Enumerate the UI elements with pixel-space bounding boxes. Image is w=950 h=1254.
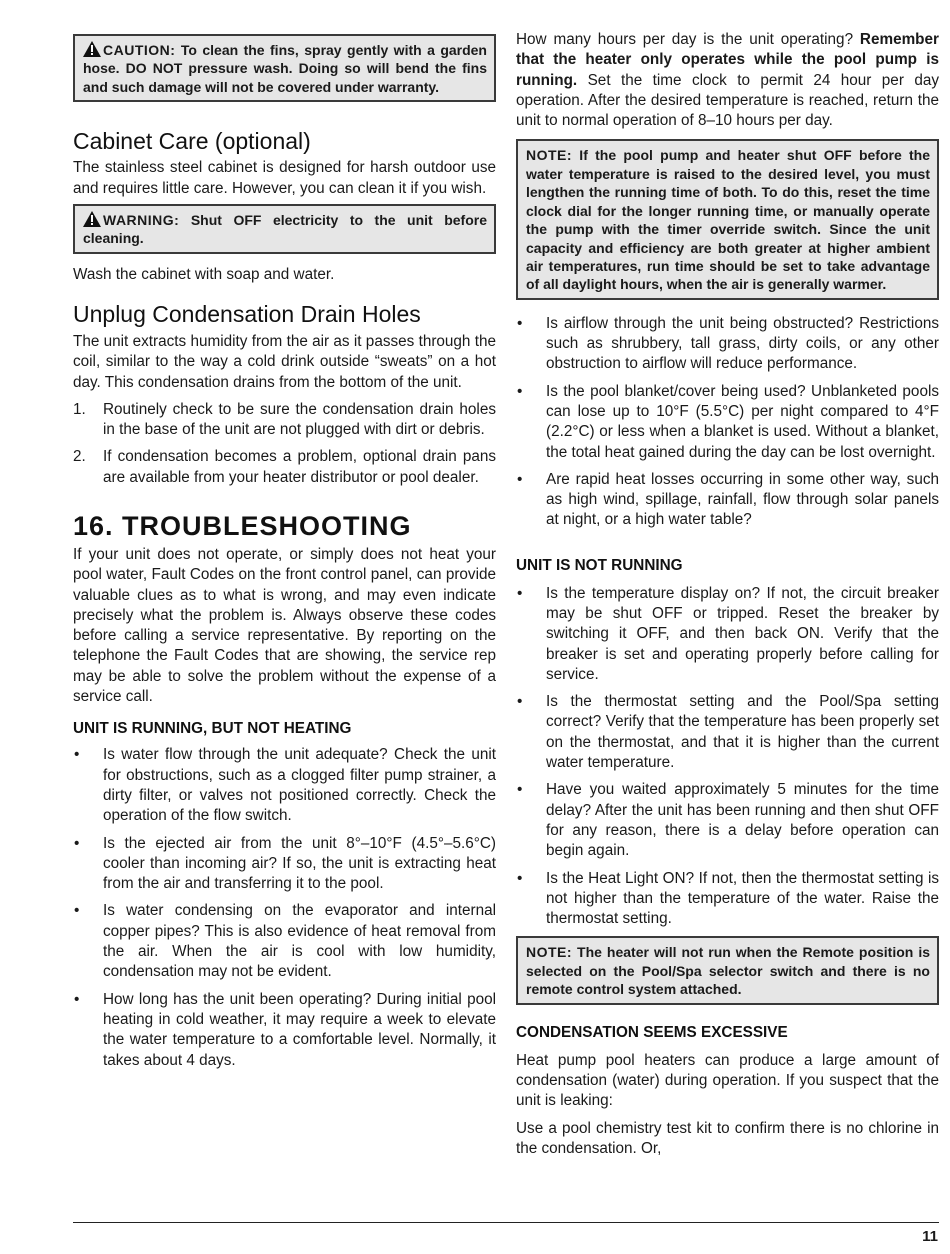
- condensation-text-2: Use a pool chemistry test kit to confirm there is no chlorine in the condensation. Or,: [516, 1119, 939, 1157]
- not-running-list: [516, 584, 939, 930]
- list-item: [516, 584, 939, 685]
- list-item: [516, 314, 939, 375]
- bullet: •: [517, 781, 523, 799]
- drain-heading: Unplug Condensation Drain Holes: [73, 300, 421, 327]
- item-text: Is the thermostat setting and the Pool/Spa setting correct? Verify that the temperature has been properly set on the thermostat, and that it is higher than the current water temperature.: [546, 693, 939, 772]
- running-heading: UNIT IS RUNNING, BUT NOT HEATING: [73, 720, 352, 738]
- cabinet-heading: Cabinet Care (optional): [73, 128, 311, 155]
- note-box-remote: [516, 936, 939, 1004]
- more-causes-list: [516, 314, 939, 531]
- footer-rule: [73, 1222, 939, 1223]
- step-text: Routinely check to be sure the condensation drain holes in the base of the unit are not plugged with dirt or debris.: [103, 400, 496, 439]
- not-running-heading: UNIT IS NOT RUNNING: [516, 556, 683, 574]
- warning-triangle-icon: [83, 41, 101, 57]
- item-text: Is the temperature display on? If not, the circuit breaker may be shut OFF or tripped. Reset the breaker by switching it OFF, and then back ON. Verify that the breaker is set and operating properly before calling for service.: [546, 584, 939, 683]
- caution-label: CAUTION:: [103, 42, 176, 58]
- bullet: •: [74, 990, 80, 1008]
- step-number: 2.: [73, 448, 86, 466]
- condensation-text: Heat pump pool heaters can produce a large amount of condensation (water) during operation. If you suspect that the unit is leaking:: [516, 1051, 939, 1110]
- list-item: [516, 869, 939, 930]
- section-intro: If your unit does not operate, or simply does not heat your pool water, Fault Codes on the front control panel, can provide valuable clues as to what is wrong, and may even indicate precisely what the problem is. Always observe these codes before calling a service representative. By reporting on the telephone the Fault Codes that are showing, the service rep may be able to solve the problem without the expense of a service call.: [73, 546, 496, 706]
- note-label: NOTE:: [526, 147, 573, 164]
- bullet: •: [74, 902, 80, 920]
- warning-triangle-icon: [83, 211, 101, 227]
- warning-label: WARNING:: [103, 211, 180, 228]
- running-list: [73, 745, 496, 1070]
- item-text: How long has the unit been operating? During initial pool heating in cold weather, it may require a week to elevate the water temperature to a comfortable level. Normally, it takes about 4 days.: [103, 990, 496, 1069]
- item-text: Is the Heat Light ON? If not, then the thermostat setting is not higher than the temperature of the water. Raise the thermostat setting.: [546, 869, 939, 928]
- hours-text-start: How many hours per day is the unit operating?: [516, 31, 860, 48]
- list-item: [73, 990, 496, 1071]
- drain-steps-list: [73, 400, 496, 488]
- warning-text: Shut OFF electricity to the unit before cleaning.: [83, 211, 487, 247]
- wash-text: Wash the cabinet with soap and water.: [73, 265, 335, 283]
- page-number: 11: [922, 1228, 938, 1245]
- bullet: •: [517, 382, 523, 400]
- section-title: 16. TROUBLESHOOTING: [73, 511, 412, 541]
- bullet: •: [517, 314, 523, 332]
- list-item: [516, 382, 939, 463]
- item-text: Is the pool blanket/cover being used? Unblanketed pools can lose up to 10°F (5.5°C) per night compared to 4°F (2.2°C) or less when a blanket is used. Without a blanket, the total heat gained during the day can be lost overnight.: [546, 382, 939, 461]
- condensation-heading: CONDENSATION SEEMS EXCESSIVE: [516, 1023, 788, 1041]
- item-text: Is water flow through the unit adequate? Check the unit for obstructions, such as a clogged filter pump strainer, a dirty filter, or valves not positioned correctly. Check the operation of the flow switch.: [103, 746, 496, 825]
- item-text: Is water condensing on the evaporator and internal copper pipes? This is also evidence of heat removal from the air. When the air is cool with low humidity, condensation may not be evident.: [103, 902, 496, 981]
- bullet: •: [517, 470, 523, 488]
- right-column: [516, 30, 939, 1159]
- left-column: [73, 30, 496, 1071]
- hours-paragraph: [516, 30, 939, 131]
- note-text: If the pool pump and heater shut OFF before the water temperature is raised to the desired level, you must lengthen the running time of both. To do this, reset the time clock dial for the longer running time, or manually operate the pump with the timer override switch. Since the unit capacity and efficiency are both greater at higher ambient air temperatures, run time should be set to take advantage of all daylight hours, when the air is generally warmer.: [526, 147, 930, 293]
- hours-text-end: Set the time clock to permit 24 hour per day operation. After the desired temperature is reached, return the unit to normal operation of 8–10 hours per day.: [516, 71, 939, 130]
- hours-text-bold: Remember that the heater only operates while the pool pump is running.: [516, 31, 939, 89]
- cabinet-text: The stainless steel cabinet is designed for harsh outdoor use and requires little care. However, you can clean it if you wish.: [73, 159, 496, 197]
- step-text: If condensation becomes a problem, optional drain pans are available from your heater distributor or pool dealer.: [103, 448, 496, 486]
- note-label: NOTE:: [526, 944, 573, 961]
- drain-text: The unit extracts humidity from the air as it passes through the coil, similar to the way a cold drink outside “sweats” on a hot day. This condensation drains from the bottom of the unit.: [73, 332, 496, 391]
- item-text: Is the ejected air from the unit 8°–10°F (4.5°–5.6°C) cooler than incoming air? If so, the unit is extracting heat from the air and transferring it to the pool.: [103, 834, 496, 893]
- list-item: [73, 834, 496, 895]
- caution-box: [73, 34, 496, 102]
- bullet: •: [74, 834, 80, 852]
- warning-box: [73, 204, 496, 254]
- list-item: [516, 780, 939, 861]
- bullet: •: [517, 869, 523, 887]
- note-text: The heater will not run when the Remote position is selected on the Pool/Spa selector switch and there is no remote control system attached.: [526, 944, 930, 998]
- list-item: [516, 692, 939, 773]
- bullet: •: [74, 746, 80, 764]
- list-item: [73, 400, 496, 441]
- list-item: [73, 901, 496, 982]
- note-box: [516, 139, 939, 299]
- list-item: [73, 447, 496, 488]
- item-text: Have you waited approximately 5 minutes for the time delay? After the unit has been running and then shut OFF for any reason, there is a delay before operation can begin again.: [546, 781, 939, 860]
- list-item: [516, 470, 939, 531]
- caution-text: To clean the fins, spray gently with a garden hose. DO NOT pressure wash. Doing so will bend the fins and such damage will not be covered under warranty.: [83, 42, 487, 95]
- bullet: •: [517, 584, 523, 602]
- item-text: Are rapid heat losses occurring in some other way, such as high wind, spillage, rainfall, flow through solar panels at night, or a high water table?: [546, 470, 939, 529]
- step-number: 1.: [73, 400, 86, 418]
- bullet: •: [517, 693, 523, 711]
- item-text: Is airflow through the unit being obstructed? Restrictions such as shrubbery, tall grass, dirty coils, or any other obstruction to airflow will reduce performance.: [546, 314, 939, 373]
- list-item: [73, 745, 496, 826]
